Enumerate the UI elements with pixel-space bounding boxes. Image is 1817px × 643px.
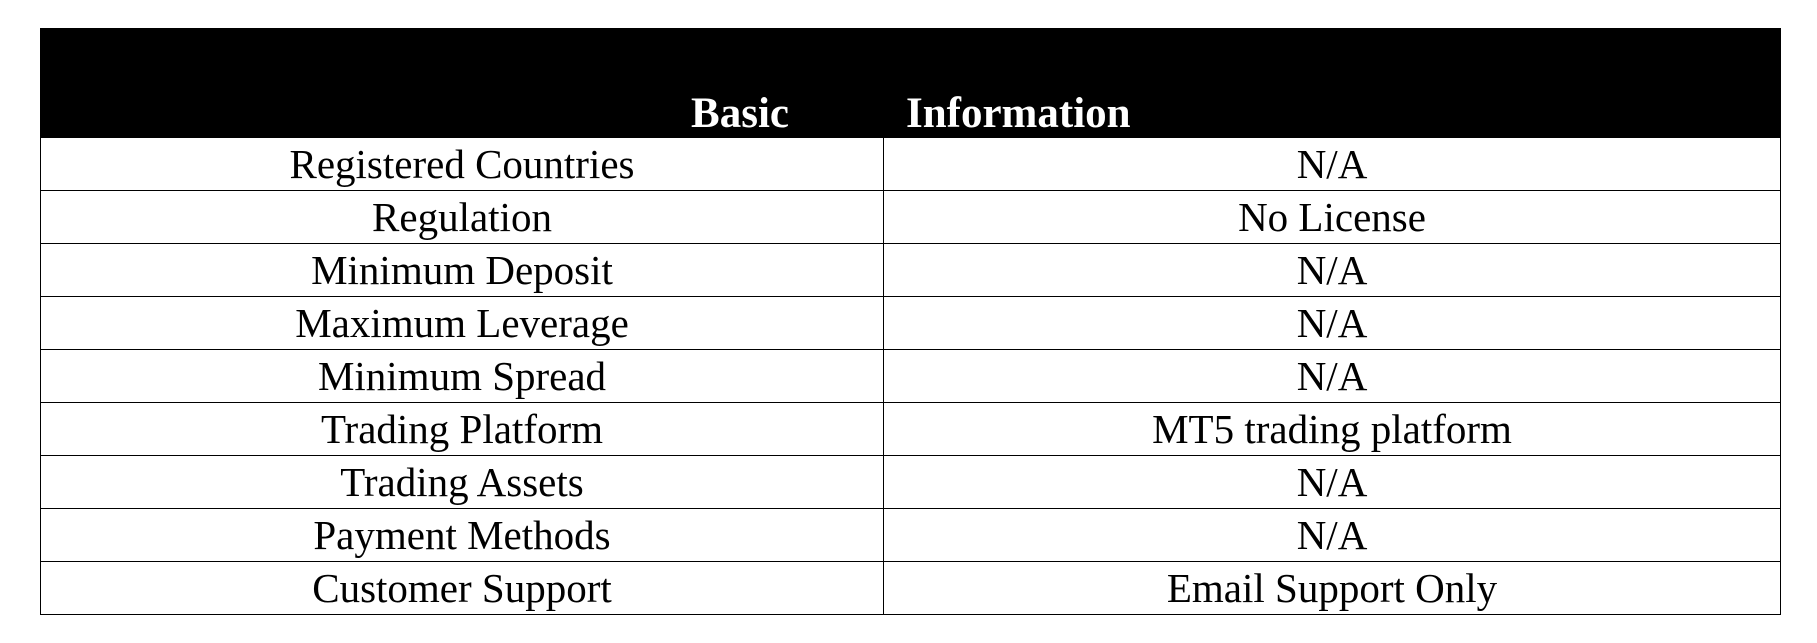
- row-label: Customer Support: [41, 562, 884, 615]
- row-value: MT5 trading platform: [884, 403, 1781, 456]
- row-value: N/A: [884, 350, 1781, 403]
- row-label: Minimum Deposit: [41, 244, 884, 297]
- table-header-row: [41, 29, 1781, 138]
- row-label: Payment Methods: [41, 509, 884, 562]
- basic-information-table: [40, 28, 1781, 615]
- row-value: N/A: [884, 297, 1781, 350]
- table-row: [41, 191, 1781, 244]
- row-label: Minimum Spread: [41, 350, 884, 403]
- row-value: N/A: [884, 244, 1781, 297]
- table-row: [41, 456, 1781, 509]
- row-value: Email Support Only: [884, 562, 1781, 615]
- row-label: Trading Platform: [41, 403, 884, 456]
- table-row: [41, 138, 1781, 191]
- row-value: N/A: [884, 138, 1781, 191]
- table-row: [41, 297, 1781, 350]
- table-row: [41, 350, 1781, 403]
- row-value: No License: [884, 191, 1781, 244]
- table-row: [41, 403, 1781, 456]
- row-value: N/A: [884, 456, 1781, 509]
- table-row: [41, 244, 1781, 297]
- table-row: [41, 562, 1781, 615]
- row-label: Regulation: [41, 191, 884, 244]
- header-cell-basic: Basic: [41, 29, 884, 138]
- row-label: Registered Countries: [41, 138, 884, 191]
- row-label: Trading Assets: [41, 456, 884, 509]
- header-cell-information: Information: [884, 29, 1781, 138]
- row-label: Maximum Leverage: [41, 297, 884, 350]
- row-value: N/A: [884, 509, 1781, 562]
- table-row: [41, 509, 1781, 562]
